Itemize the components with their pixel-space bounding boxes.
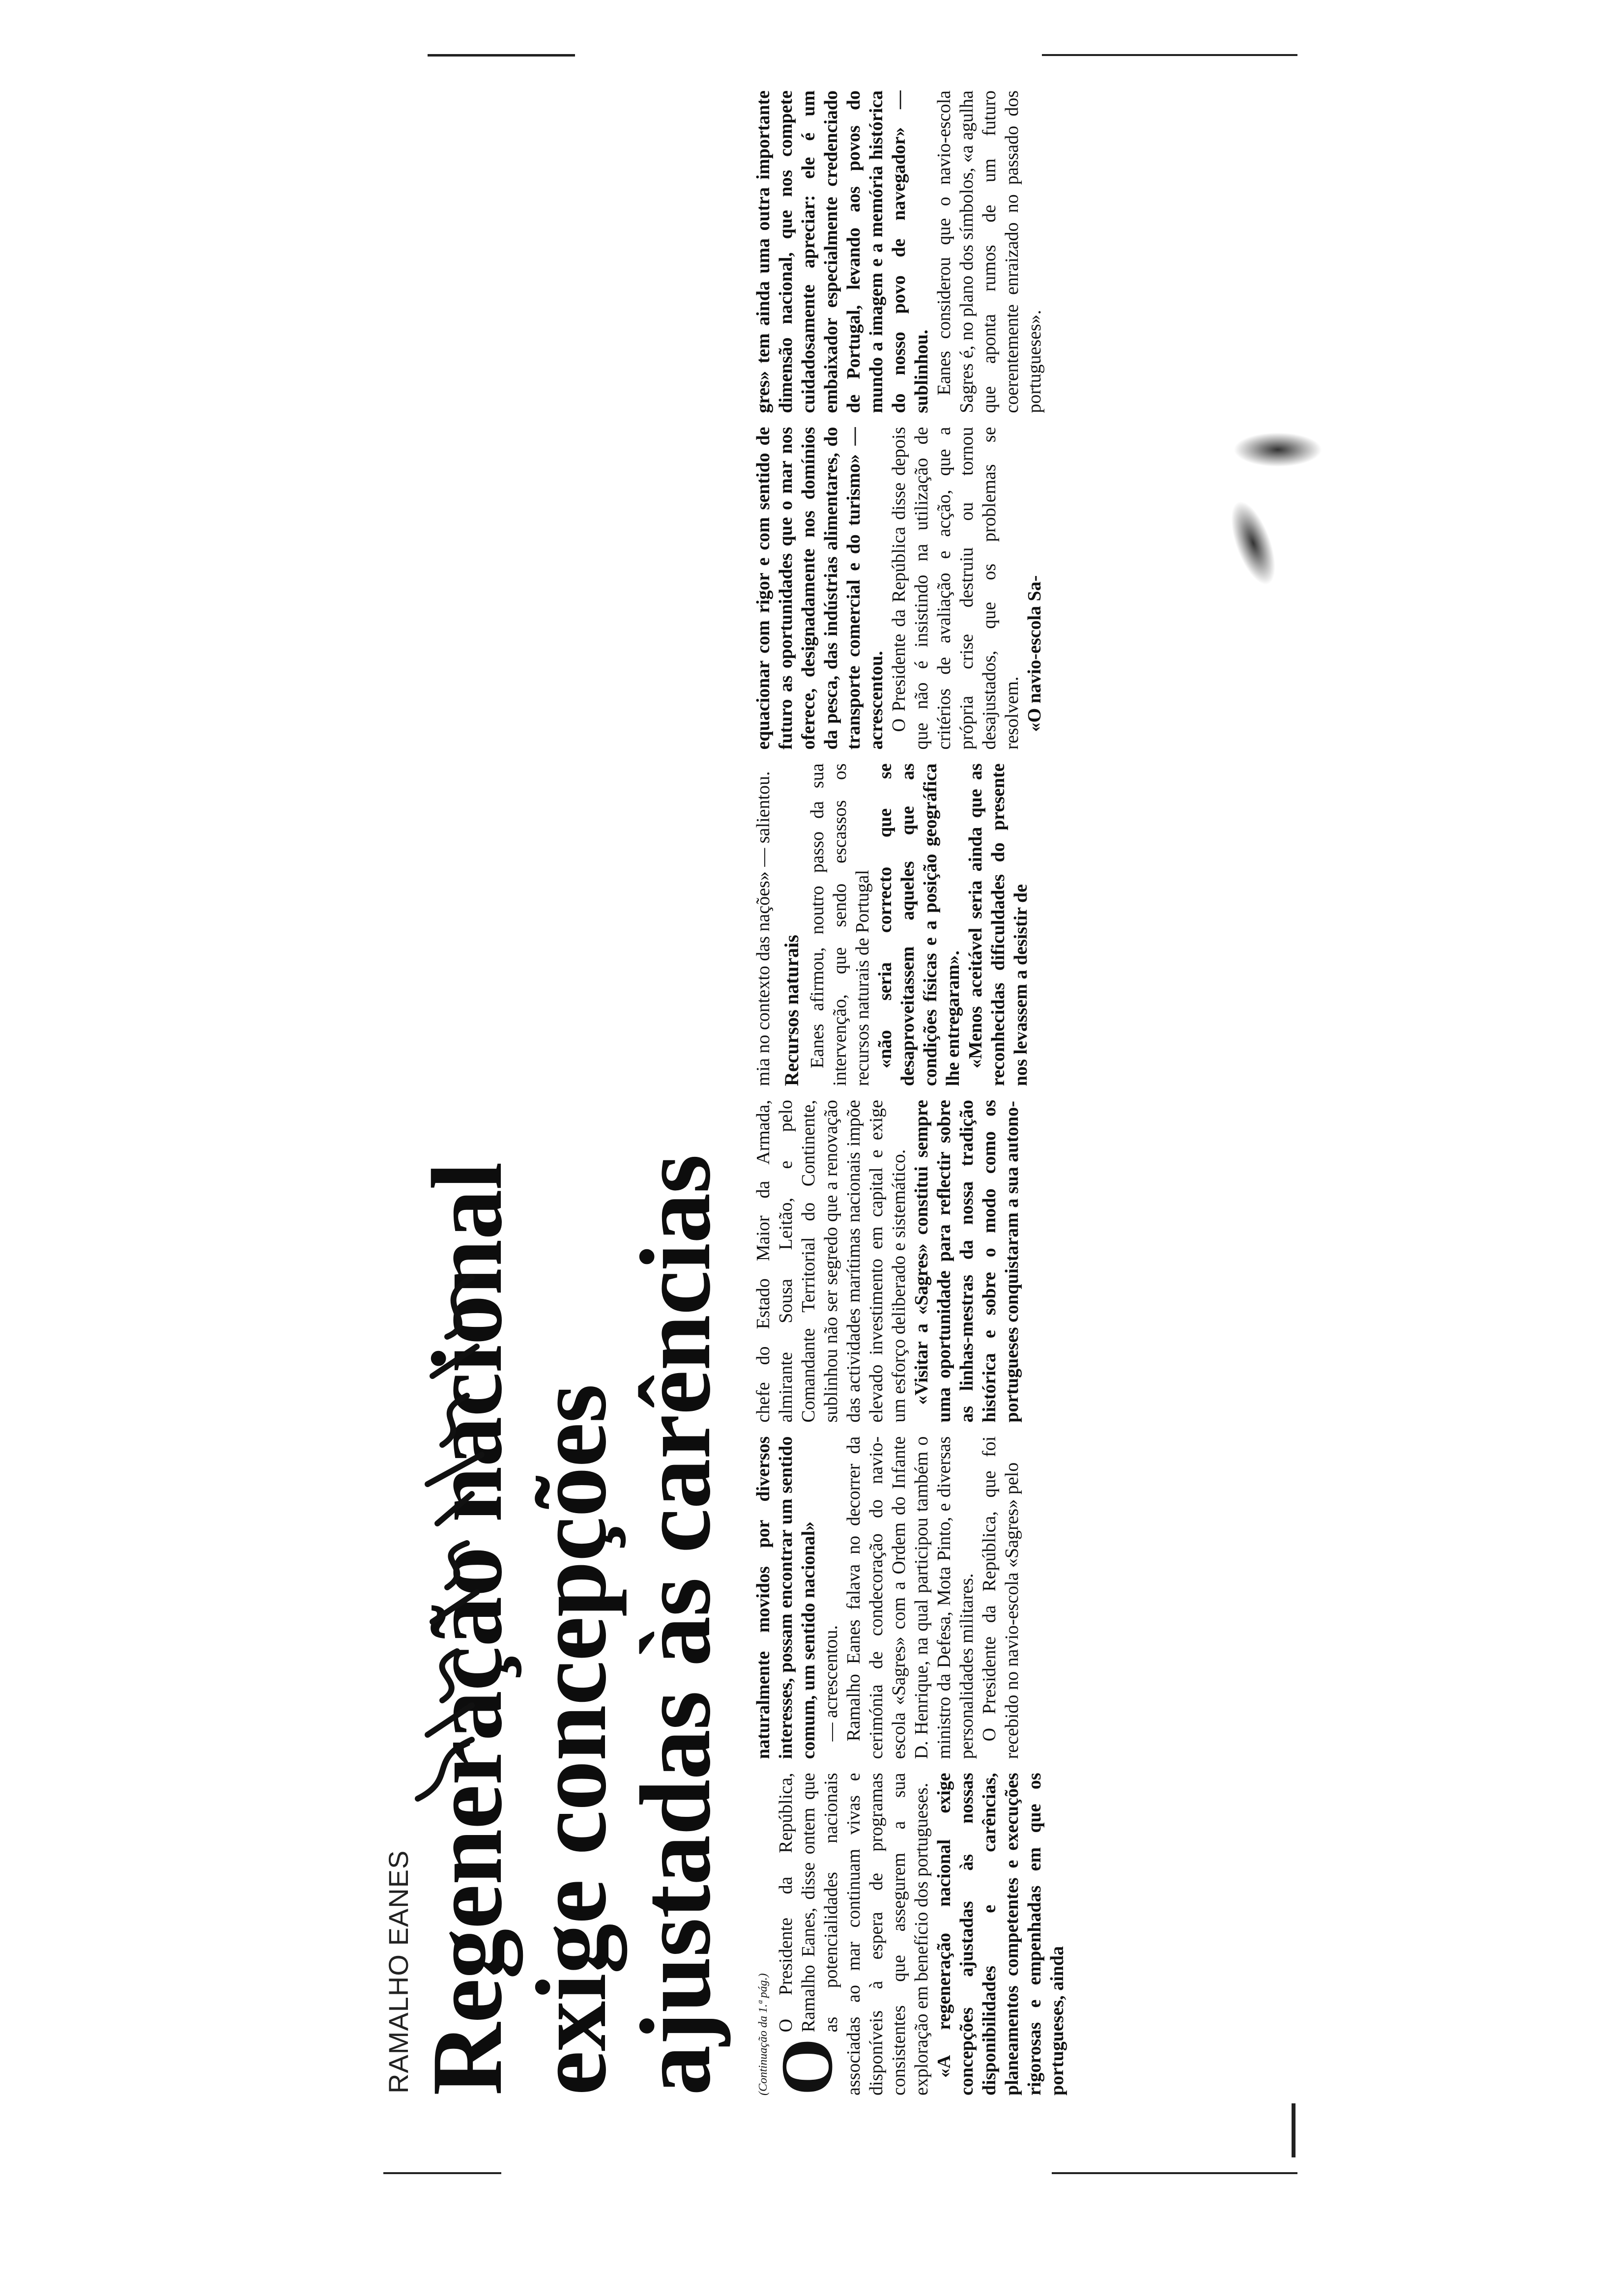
paragraph: «Visitar a «Sagres» constitui sempre uma oportunidade para reflectir sobre as linhas-mestras da nossa tradição histórica e sobre o modo como os portugueses conquistaram a sua autono- bbox=[911, 1099, 1022, 1423]
article-column-4 bbox=[752, 763, 1283, 1086]
subheading: Recursos naturais bbox=[780, 935, 803, 1086]
article-column-2 bbox=[752, 1436, 1283, 1759]
handwritten-date-annotation bbox=[398, 1248, 496, 1813]
paragraph: O Presidente da República disse depois que não é insistindo na utilização de critérios de avaliação e acção, que a própria crise destruiu ou tornou desajustados, que os problemas se resolvem. bbox=[889, 427, 1022, 750]
article-column-6 bbox=[752, 90, 1283, 413]
newspaper-clipping bbox=[374, 79, 1297, 2103]
paragraph: Eanes afirmou, noutro passo da sua intervenção, que sendo escassos os recursos naturais de Portugal bbox=[807, 763, 873, 1086]
headline-line-1: Regeneração nacional bbox=[411, 1162, 523, 2095]
paragraph: «não seria correcto que se desaproveitassem aqueles que as condições físicas e a posição geográfica lhe entregaram». bbox=[875, 763, 963, 1086]
paragraph-text: O Presidente da República, Ramalho Eanes, disse ontem que as potencialidades nacionais associadas ao mar continuam vivas e disponíveis à espera de programas consistentes que assegurem a sua exploração em benefício dos portugueses. bbox=[776, 1773, 932, 2095]
drop-cap: O bbox=[766, 2038, 848, 2095]
article-column-3 bbox=[752, 1100, 1283, 1423]
headline-line-3: ajustadas às carências bbox=[620, 1154, 731, 2095]
paragraph: Eanes considerou que o navio-escola Sagres é, no plano dos símbolos, «a agulha que aponta rumos de um futuro coerentemente enraizado no passado dos portugueses». bbox=[934, 90, 1045, 413]
scan-top-line bbox=[428, 54, 575, 57]
scan-bottom-line-right bbox=[1052, 2172, 1297, 2174]
ink-smudge bbox=[1234, 432, 1322, 467]
paragraph: equacionar com rigor e com sentido de futuro as oportunidades que o mar nos oferece, designadamente nos domínios da pesca, das indústrias alimentares, do transporte comercial e do turismo» — acrescentou. bbox=[753, 427, 887, 750]
handwriting-icon bbox=[398, 1248, 496, 1813]
headline-line-2: exige concepções bbox=[516, 1384, 627, 2095]
paragraph: Ramalho Eanes falava no decorrer da cerimónia de condecoração do navio-escola «Sagres» com a Ordem do Infante D. Henrique, na qual participou também o ministro da Defesa, Mota Pinto, e diversas personalidades militares. bbox=[843, 1436, 977, 1759]
paragraph: «Menos aceitável seria ainda que as reconhecidas dificuldades do presente nos levassem a desistir de bbox=[965, 763, 1031, 1086]
paragraph: chefe do Estado Maior da Armada, almirante Sousa Leitão, e pelo Comandante Territorial do Continente, sublinhou não ser segredo que a renovação das actividades marítimas nacionais impõe elevado investimento em capital e exige um esforço deliberado e sistemático. bbox=[753, 1099, 909, 1423]
paragraph: — acrescentou. bbox=[821, 1625, 841, 1742]
paragraph: mia no contexto das nações» — salientou. bbox=[753, 771, 774, 1086]
paragraph bbox=[766, 1773, 933, 2095]
paragraph: «A regeneração nacional exige concepções ajustadas às nossas disponibilidades e carências, planeamentos competentes e execuções rigorosas e empenhadas em que os portugueses, ainda bbox=[934, 1773, 1067, 2095]
paragraph: naturalmente movidos por diversos interesses, possam encontrar um sentido comum, um sentido nacional» bbox=[753, 1436, 819, 1759]
article-column-1 bbox=[752, 1773, 1283, 2095]
paragraph: «O navio-escola Sa- bbox=[1024, 575, 1045, 732]
scan-top-line-right bbox=[1042, 54, 1297, 56]
paragraph: gres» tem ainda uma outra importante dimensão nacional, que nos compete cuidadosamente apreciar: ele é um embaixador especialmente credenciado de Portugal, levando aos povos do mundo a imagem e a memória histórica do nosso povo de navegador» — sublinhou. bbox=[753, 90, 932, 413]
article-body bbox=[752, 90, 1283, 2095]
article-column-5 bbox=[752, 427, 1283, 750]
kicker: RAMALHO EANES bbox=[383, 1850, 414, 2094]
scan-bottom-line bbox=[383, 2172, 501, 2174]
paragraph: O Presidente da República, que foi recebido no navio-escola «Sagres» pelo bbox=[979, 1436, 1022, 1759]
continuation-note: (Continuação da 1.ª pág.) bbox=[757, 1973, 770, 2095]
